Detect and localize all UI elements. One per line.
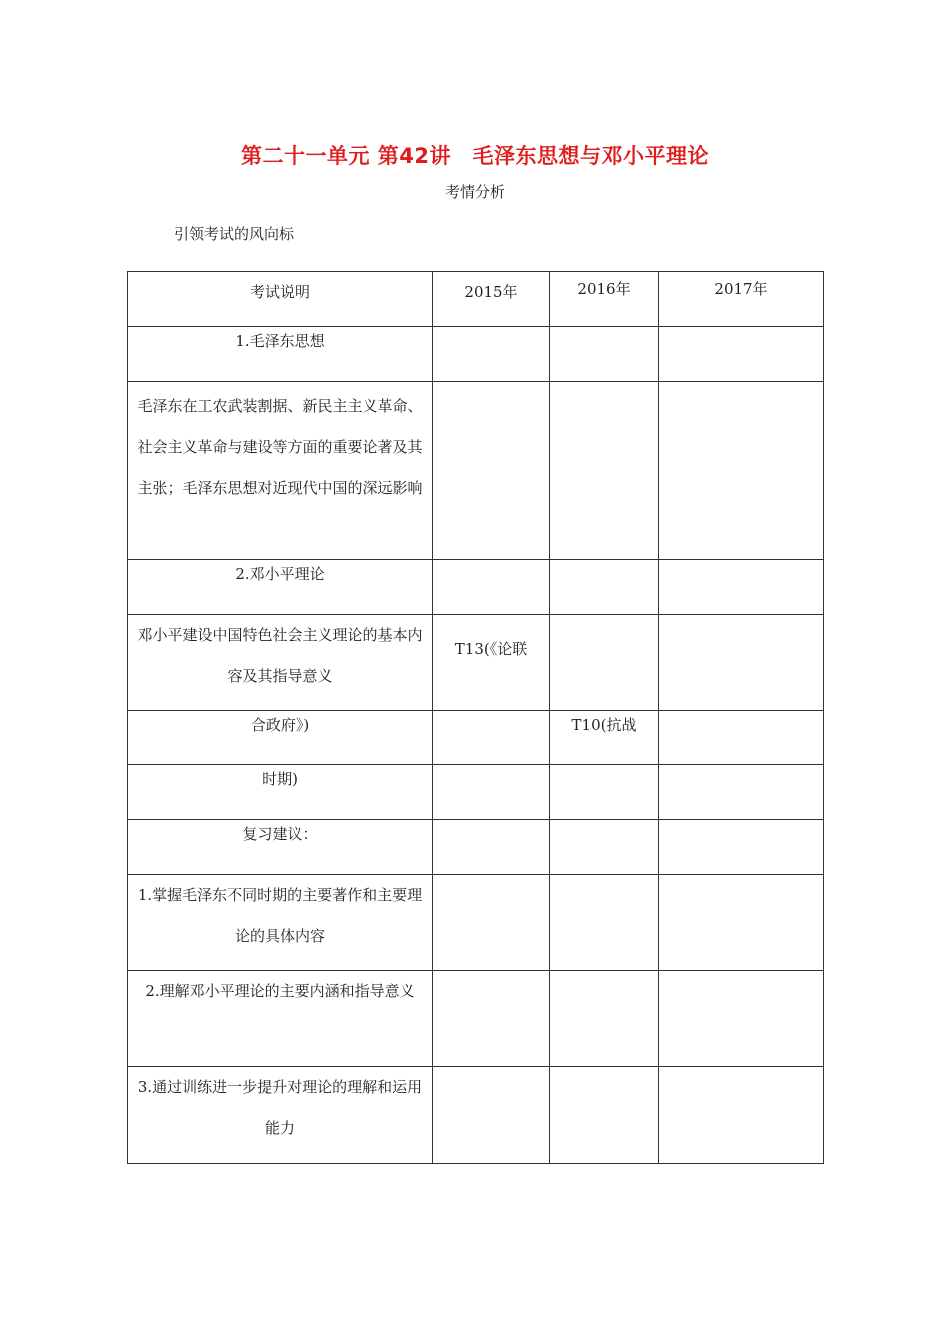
exam-analysis-table [127,271,824,1164]
page-title: 第二十一单元 第42讲 毛泽东思想与邓小平理论 [240,144,710,168]
row-description: 复习建议： [128,820,433,875]
row-2015-cell [433,875,550,971]
row-2017-cell [659,971,824,1067]
row-2015-cell: T13(《论联 [433,615,550,711]
row-2017-cell [659,875,824,971]
row-2015-cell [433,765,550,820]
table-header-row [128,272,824,327]
table-row [128,820,824,875]
row-2017-cell [659,382,824,560]
row-2017-cell [659,765,824,820]
header-year-2017: 2017年 [659,272,824,327]
header-year-2016: 2016年 [550,272,659,327]
header-year-2015: 2015年 [433,272,550,327]
row-description: 时期) [128,765,433,820]
row-description: 1.掌握毛泽东不同时期的主要著作和主要理论的具体内容 [128,875,433,971]
row-2015-cell [433,971,550,1067]
table-row [128,971,824,1067]
table-row [128,560,824,615]
row-description: 3.通过训练进一步提升对理论的理解和运用能力 [128,1067,433,1164]
header-description: 考试说明 [128,272,433,327]
table-row [128,711,824,765]
row-description: 合政府》) [128,711,433,765]
page-subtitle: 考情分析 [444,183,505,201]
row-2015-cell [433,820,550,875]
row-2017-cell [659,1067,824,1164]
row-2016-cell [550,820,659,875]
row-description: 邓小平建设中国特色社会主义理论的基本内容及其指导意义 [128,615,433,711]
table-row [128,382,824,560]
row-2016-cell [550,875,659,971]
row-2016-cell [550,560,659,615]
row-2015-cell [433,327,550,382]
row-2017-cell [659,711,824,765]
row-2016-cell: T10(抗战 [550,711,659,765]
row-2016-cell [550,327,659,382]
row-2015-cell [433,382,550,560]
table-row [128,875,824,971]
row-2015-cell [433,711,550,765]
section-heading: 引领考试的风向标 [174,225,295,243]
row-2015-cell [433,560,550,615]
row-2017-cell [659,820,824,875]
table-row [128,327,824,382]
row-2016-cell [550,1067,659,1164]
row-2017-cell [659,560,824,615]
row-2016-cell [550,971,659,1067]
row-2016-cell [550,382,659,560]
row-2015-cell [433,1067,550,1164]
row-description: 1.毛泽东思想 [128,327,433,382]
row-2017-cell [659,327,824,382]
table-row [128,615,824,711]
row-2016-cell [550,765,659,820]
row-2016-cell [550,615,659,711]
row-description: 2.邓小平理论 [128,560,433,615]
row-description: 毛泽东在工农武装割据、新民主主义革命、社会主义革命与建设等方面的重要论著及其主张；毛泽东思想对近现代中国的深远影响 [128,382,433,560]
row-2017-cell [659,615,824,711]
table-row [128,765,824,820]
table-row [128,1067,824,1164]
row-description: 2.理解邓小平理论的主要内涵和指导意义 [128,971,433,1067]
